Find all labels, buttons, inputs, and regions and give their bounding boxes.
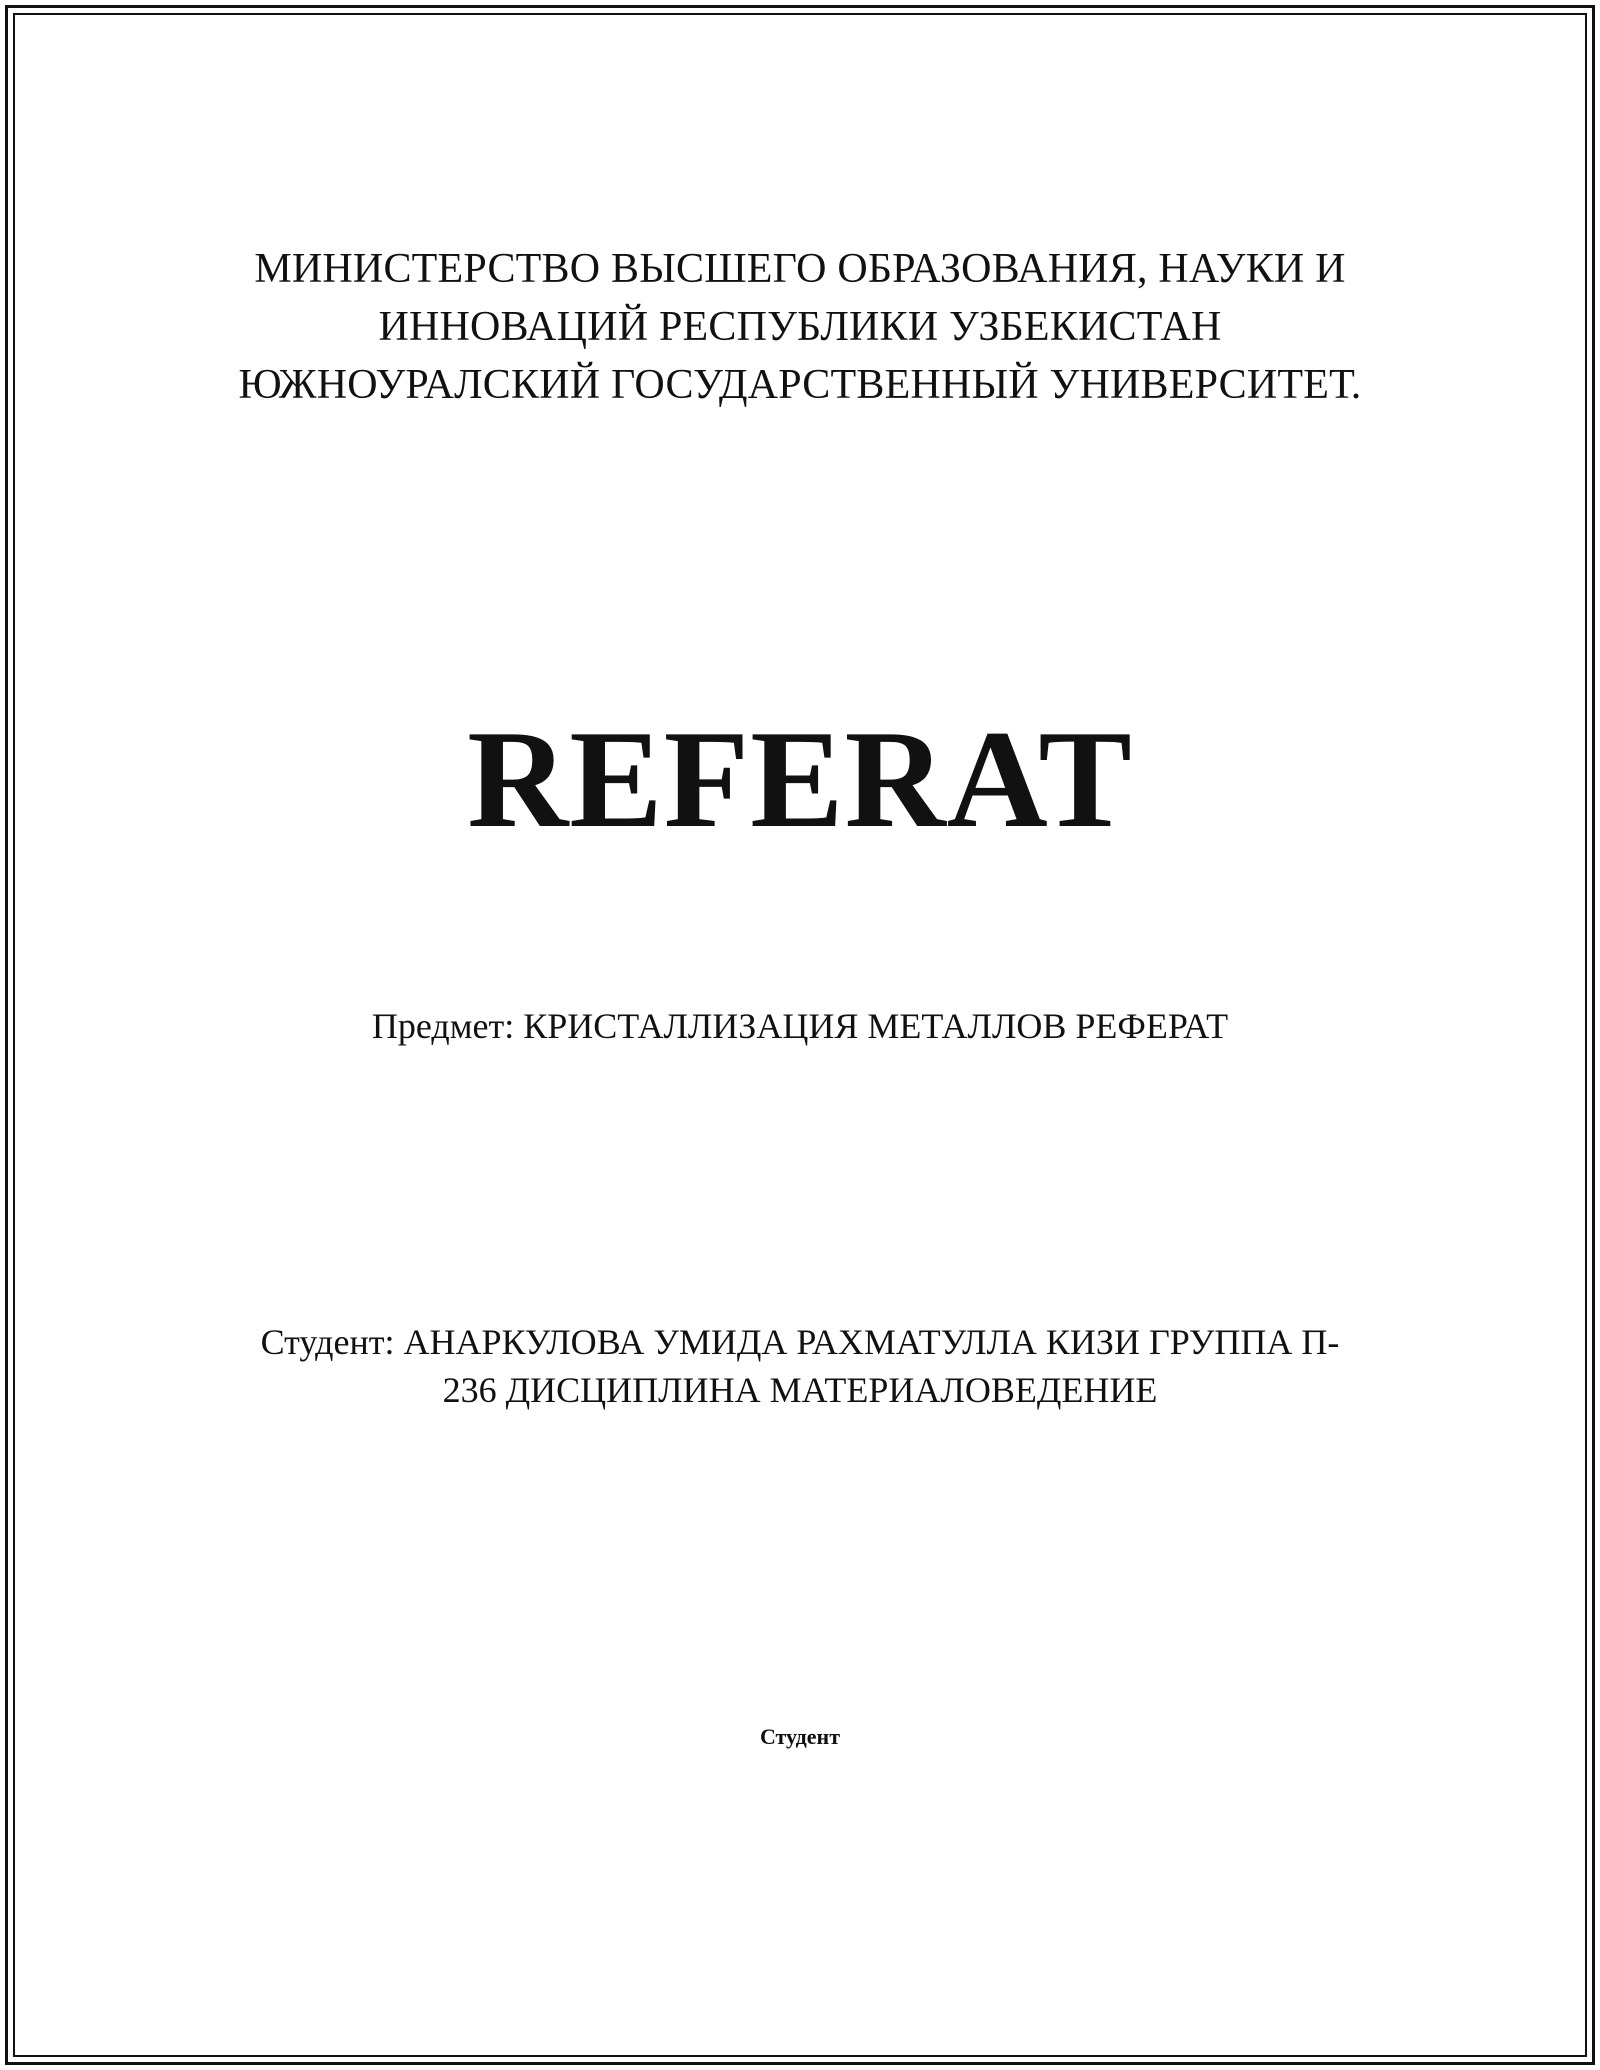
university-name: ЮЖНОУРАЛСКИЙ ГОСУДАРСТВЕННЫЙ УНИВЕРСИТЕТ. [238,362,1362,408]
student-line-1: Студент: АНАРКУЛОВА УМИДА РАХМАТУЛЛА КИЗИ ГРУППА П- [260,1322,1340,1362]
document-title: REFERAT [467,702,1133,857]
ministry-header [0,240,1600,414]
student-info [0,1318,1600,1414]
ministry-line-2: ИННОВАЦИЙ РЕСПУБЛИКИ УЗБЕКИСТАН [378,304,1222,350]
subject-line: Предмет: КРИСТАЛЛИЗАЦИЯ МЕТАЛЛОВ РЕФЕРАТ [371,1006,1229,1046]
ministry-line-1: МИНИСТЕРСТВО ВЫСШЕГО ОБРАЗОВАНИЯ, НАУКИ И [254,246,1346,292]
student-line-2: 236 ДИСЦИПЛИНА МАТЕРИАЛОВЕДЕНИЕ [442,1370,1158,1410]
footer-student-label: Студент [759,1724,841,1749]
